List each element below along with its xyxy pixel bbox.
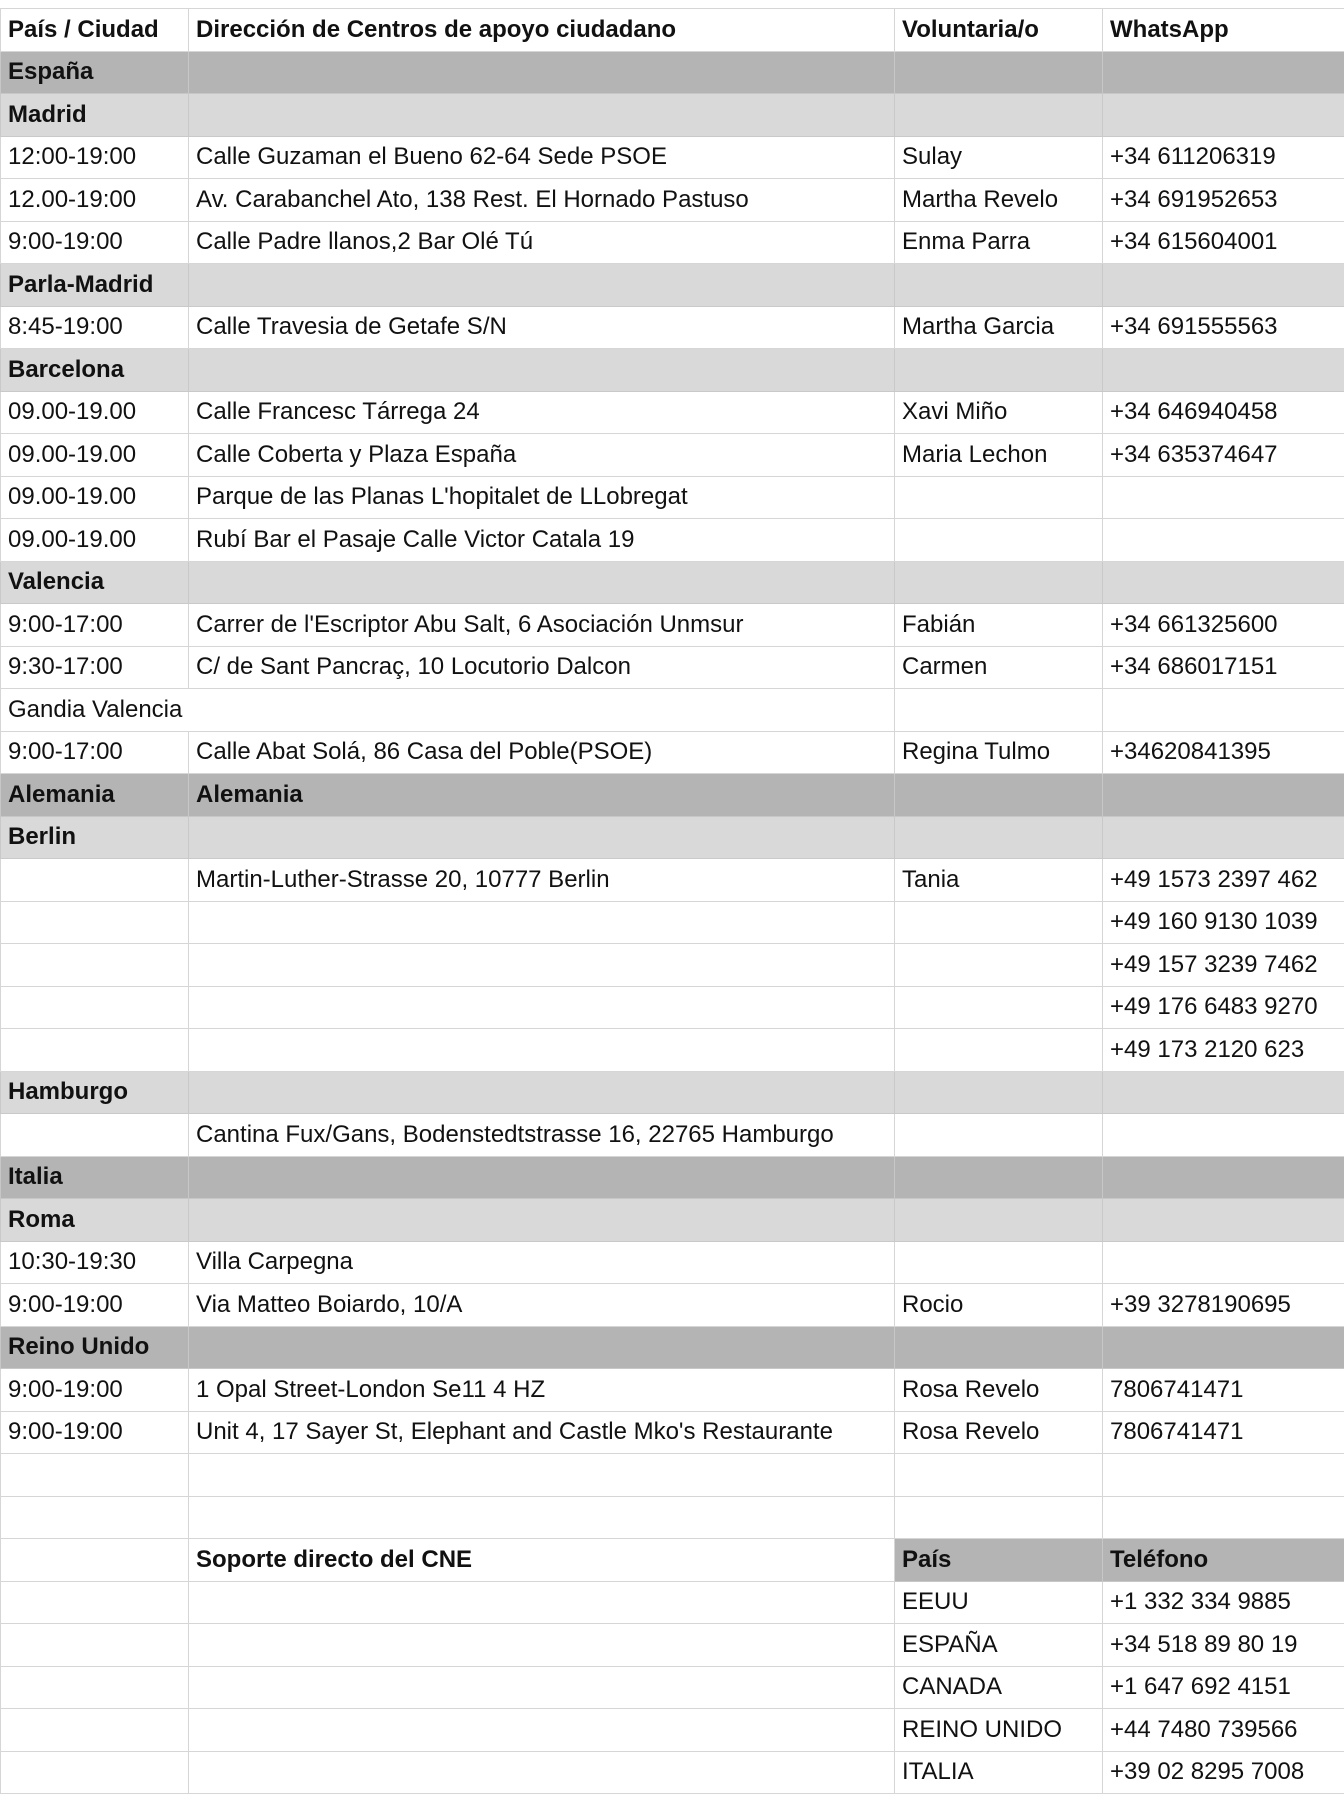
cell-schedule[interactable] <box>1 1029 189 1072</box>
cell-schedule[interactable]: Reino Unido <box>1 1326 189 1369</box>
cell-schedule[interactable]: 9:30-17:00 <box>1 646 189 689</box>
cell-address[interactable]: Calle Travesia de Getafe S/N <box>189 306 895 349</box>
city-row <box>1 816 1344 859</box>
cell-volunteer[interactable]: Maria Lechon <box>895 434 1103 477</box>
cell-address[interactable] <box>189 1454 895 1497</box>
cell-address[interactable] <box>189 1581 895 1624</box>
header-volunteer[interactable]: Voluntaria/o <box>895 9 1103 52</box>
table-row <box>1 179 1344 222</box>
cell-schedule[interactable]: Valencia <box>1 561 189 604</box>
cell-volunteer[interactable] <box>895 519 1103 562</box>
cell-volunteer[interactable] <box>895 94 1103 137</box>
cell-volunteer[interactable]: CANADA <box>895 1666 1103 1709</box>
cell-address[interactable]: Parque de las Planas L'hopitalet de LLobregat <box>189 476 895 519</box>
cell-schedule[interactable]: 9:00-19:00 <box>1 1284 189 1327</box>
table-row <box>1 1241 1344 1284</box>
cell-address[interactable]: C/ de Sant Pancraç, 10 Locutorio Dalcon <box>189 646 895 689</box>
cell-whatsapp[interactable]: +34 615604001 <box>1103 221 1344 264</box>
cell-address[interactable]: Carrer de l'Escriptor Abu Salt, 6 Asociación Unmsur <box>189 604 895 647</box>
cell-address[interactable] <box>189 264 895 307</box>
city-row <box>1 1071 1344 1114</box>
cell-whatsapp[interactable]: +34 646940458 <box>1103 391 1344 434</box>
table-row <box>1 1454 1344 1497</box>
cell-address[interactable] <box>189 1199 895 1242</box>
cell-schedule[interactable]: Parla-Madrid <box>1 264 189 307</box>
cell-whatsapp[interactable] <box>1103 1326 1344 1369</box>
cell-volunteer[interactable] <box>895 51 1103 94</box>
table-row <box>1 306 1344 349</box>
header-whatsapp[interactable]: WhatsApp <box>1103 9 1344 52</box>
cell-schedule[interactable]: Madrid <box>1 94 189 137</box>
cell-volunteer[interactable]: País <box>895 1539 1103 1582</box>
city-row <box>1 1199 1344 1242</box>
cell-volunteer[interactable]: Regina Tulmo <box>895 731 1103 774</box>
cell-address[interactable]: 1 Opal Street-London Se11 4 HZ <box>189 1369 895 1412</box>
cell-volunteer[interactable] <box>895 1029 1103 1072</box>
cell-address[interactable] <box>189 944 895 987</box>
table-row <box>1 391 1344 434</box>
cell-whatsapp[interactable]: +34 686017151 <box>1103 646 1344 689</box>
cell-whatsapp[interactable] <box>1103 1454 1344 1497</box>
cell-schedule[interactable]: 12:00-19:00 <box>1 136 189 179</box>
country-row <box>1 1156 1344 1199</box>
cell-volunteer[interactable]: Enma Parra <box>895 221 1103 264</box>
cell-volunteer[interactable]: Martha Garcia <box>895 306 1103 349</box>
cell-volunteer[interactable] <box>895 1199 1103 1242</box>
cell-whatsapp[interactable]: +34 611206319 <box>1103 136 1344 179</box>
cell-address[interactable]: Cantina Fux/Gans, Bodenstedtstrasse 16, 22765 Hamburgo <box>189 1114 895 1157</box>
table-row <box>1 1751 1344 1794</box>
cell-whatsapp[interactable] <box>1103 519 1344 562</box>
cell-schedule[interactable] <box>1 901 189 944</box>
cell-address[interactable] <box>189 1666 895 1709</box>
cell-schedule[interactable] <box>1 1114 189 1157</box>
cell-whatsapp[interactable]: +49 157 3239 7462 <box>1103 944 1344 987</box>
cell-volunteer[interactable]: Rocio <box>895 1284 1103 1327</box>
cell-address[interactable]: Unit 4, 17 Sayer St, Elephant and Castle Mko's Restaurante <box>189 1411 895 1454</box>
table-row <box>1 859 1344 902</box>
cell-address[interactable]: Calle Guzaman el Bueno 62-64 Sede PSOE <box>189 136 895 179</box>
table-row <box>1 1284 1344 1327</box>
cell-volunteer[interactable] <box>895 264 1103 307</box>
header-address[interactable]: Dirección de Centros de apoyo ciudadano <box>189 9 895 52</box>
cell-whatsapp[interactable] <box>1103 264 1344 307</box>
cell-whatsapp[interactable] <box>1103 1199 1344 1242</box>
cell-schedule[interactable] <box>1 859 189 902</box>
city-row <box>1 349 1344 392</box>
table-row <box>1 1709 1344 1752</box>
cell-volunteer[interactable] <box>895 901 1103 944</box>
cell-address[interactable] <box>189 94 895 137</box>
cell-address[interactable]: Calle Coberta y Plaza España <box>189 434 895 477</box>
cell-volunteer[interactable] <box>895 774 1103 817</box>
cell-schedule[interactable]: España <box>1 51 189 94</box>
cell-whatsapp[interactable]: +49 173 2120 623 <box>1103 1029 1344 1072</box>
cell-whatsapp[interactable]: +44 7480 739566 <box>1103 1709 1344 1752</box>
cell-whatsapp[interactable] <box>1103 1496 1344 1539</box>
cell-volunteer[interactable] <box>895 1114 1103 1157</box>
cell-volunteer[interactable] <box>895 816 1103 859</box>
cell-volunteer[interactable]: Xavi Miño <box>895 391 1103 434</box>
table-row <box>1 731 1344 774</box>
cell-volunteer[interactable] <box>895 944 1103 987</box>
cell-address[interactable]: Calle Francesc Tárrega 24 <box>189 391 895 434</box>
cell-whatsapp[interactable]: +34620841395 <box>1103 731 1344 774</box>
cell-schedule[interactable]: 9:00-19:00 <box>1 1411 189 1454</box>
cell-schedule[interactable] <box>1 1454 189 1497</box>
cell-schedule[interactable] <box>1 1666 189 1709</box>
table-row <box>1 901 1344 944</box>
cell-address[interactable] <box>189 901 895 944</box>
cell-whatsapp[interactable]: +1 647 692 4151 <box>1103 1666 1344 1709</box>
cell-volunteer[interactable] <box>895 689 1103 732</box>
header-row <box>1 9 1344 52</box>
cell-address[interactable] <box>189 1751 895 1794</box>
table-row <box>1 1496 1344 1539</box>
cell-volunteer[interactable] <box>895 349 1103 392</box>
cell-address[interactable]: Soporte directo del CNE <box>189 1539 895 1582</box>
table-row <box>1 1369 1344 1412</box>
cell-whatsapp[interactable]: +34 518 89 80 19 <box>1103 1624 1344 1667</box>
cell-whatsapp[interactable] <box>1103 561 1344 604</box>
cell-address[interactable]: Av. Carabanchel Ato, 138 Rest. El Hornado Pastuso <box>189 179 895 222</box>
cell-whatsapp[interactable] <box>1103 1156 1344 1199</box>
cell-address[interactable]: Alemania <box>189 774 895 817</box>
cell-address[interactable] <box>189 816 895 859</box>
cell-schedule[interactable]: 10:30-19:30 <box>1 1241 189 1284</box>
table-row <box>1 604 1344 647</box>
cell-whatsapp[interactable] <box>1103 689 1344 732</box>
cell-schedule[interactable]: 9:00-17:00 <box>1 731 189 774</box>
cell-whatsapp[interactable]: +34 661325600 <box>1103 604 1344 647</box>
table-row <box>1 986 1344 1029</box>
cell-schedule[interactable] <box>1 1751 189 1794</box>
cell-schedule[interactable]: Alemania <box>1 774 189 817</box>
centers-table <box>0 8 1344 1794</box>
support-header-row <box>1 1539 1344 1582</box>
cell-volunteer[interactable]: Rosa Revelo <box>895 1369 1103 1412</box>
cell-schedule[interactable]: Berlin <box>1 816 189 859</box>
country-row <box>1 774 1344 817</box>
cell-volunteer[interactable]: Carmen <box>895 646 1103 689</box>
table-row <box>1 221 1344 264</box>
cell-address[interactable] <box>189 986 895 1029</box>
table-row <box>1 476 1344 519</box>
cell-volunteer[interactable]: EEUU <box>895 1581 1103 1624</box>
city-row <box>1 94 1344 137</box>
cell-address[interactable]: Martin-Luther-Strasse 20, 10777 Berlin <box>189 859 895 902</box>
cell-volunteer[interactable] <box>895 1496 1103 1539</box>
cell-whatsapp[interactable] <box>1103 774 1344 817</box>
cell-schedule[interactable]: 9:00-19:00 <box>1 221 189 264</box>
cell-schedule[interactable]: Italia <box>1 1156 189 1199</box>
table-row <box>1 646 1344 689</box>
cell-address[interactable] <box>189 349 895 392</box>
cell-address[interactable] <box>189 51 895 94</box>
cell-address[interactable]: Calle Padre llanos,2 Bar Olé Tú <box>189 221 895 264</box>
cell-volunteer[interactable]: Fabián <box>895 604 1103 647</box>
cell-address[interactable] <box>189 1709 895 1752</box>
cell-volunteer[interactable]: ESPAÑA <box>895 1624 1103 1667</box>
cell-address[interactable] <box>189 1496 895 1539</box>
cell-volunteer[interactable] <box>895 1071 1103 1114</box>
cell-whatsapp[interactable] <box>1103 1241 1344 1284</box>
cell-address[interactable] <box>189 1071 895 1114</box>
cell-schedule[interactable] <box>1 986 189 1029</box>
cell-volunteer[interactable] <box>895 986 1103 1029</box>
cell-schedule[interactable]: 09.00-19.00 <box>1 476 189 519</box>
cell-address[interactable]: Villa Carpegna <box>189 1241 895 1284</box>
cell-schedule[interactable]: Roma <box>1 1199 189 1242</box>
cell-schedule[interactable]: Barcelona <box>1 349 189 392</box>
cell-whatsapp[interactable]: +34 691555563 <box>1103 306 1344 349</box>
cell-schedule[interactable]: 09.00-19.00 <box>1 434 189 477</box>
cell-whatsapp[interactable]: Teléfono <box>1103 1539 1344 1582</box>
cell-address[interactable]: Via Matteo Boiardo, 10/A <box>189 1284 895 1327</box>
cell-schedule[interactable]: 9:00-19:00 <box>1 1369 189 1412</box>
country-row <box>1 1326 1344 1369</box>
cell-schedule[interactable] <box>1 1539 189 1582</box>
cell-whatsapp[interactable] <box>1103 94 1344 137</box>
cell-whatsapp[interactable]: +49 160 9130 1039 <box>1103 901 1344 944</box>
cell-volunteer[interactable] <box>895 1326 1103 1369</box>
cell-schedule[interactable]: 8:45-19:00 <box>1 306 189 349</box>
cell-whatsapp[interactable]: +49 1573 2397 462 <box>1103 859 1344 902</box>
table-row <box>1 1411 1344 1454</box>
header-city[interactable]: País / Ciudad <box>1 9 189 52</box>
cell-address[interactable]: Calle Abat Solá, 86 Casa del Poble(PSOE) <box>189 731 895 774</box>
table-row <box>1 1581 1344 1624</box>
cell-schedule[interactable] <box>1 944 189 987</box>
cell-whatsapp[interactable]: +34 691952653 <box>1103 179 1344 222</box>
cell-schedule[interactable]: Gandia Valencia <box>1 689 189 732</box>
cell-volunteer[interactable]: Tania <box>895 859 1103 902</box>
cell-whatsapp[interactable] <box>1103 1071 1344 1114</box>
cell-schedule[interactable]: 9:00-17:00 <box>1 604 189 647</box>
cell-schedule[interactable]: Hamburgo <box>1 1071 189 1114</box>
table-row <box>1 136 1344 179</box>
cell-schedule[interactable]: 09.00-19.00 <box>1 519 189 562</box>
country-row <box>1 51 1344 94</box>
cell-whatsapp[interactable]: 7806741471 <box>1103 1369 1344 1412</box>
cell-address[interactable] <box>189 1624 895 1667</box>
cell-volunteer[interactable] <box>895 561 1103 604</box>
table-row <box>1 1029 1344 1072</box>
cell-volunteer[interactable]: Rosa Revelo <box>895 1411 1103 1454</box>
cell-whatsapp[interactable]: +49 176 6483 9270 <box>1103 986 1344 1029</box>
city-row <box>1 561 1344 604</box>
cell-address[interactable]: Rubí Bar el Pasaje Calle Victor Catala 19 <box>189 519 895 562</box>
cell-address[interactable] <box>189 689 895 732</box>
cell-schedule[interactable] <box>1 1709 189 1752</box>
table-row <box>1 1114 1344 1157</box>
cell-whatsapp[interactable] <box>1103 349 1344 392</box>
cell-whatsapp[interactable]: +1 332 334 9885 <box>1103 1581 1344 1624</box>
cell-schedule[interactable] <box>1 1624 189 1667</box>
cell-schedule[interactable] <box>1 1496 189 1539</box>
cell-schedule[interactable] <box>1 1581 189 1624</box>
cell-whatsapp[interactable] <box>1103 476 1344 519</box>
cell-volunteer[interactable]: REINO UNIDO <box>895 1709 1103 1752</box>
cell-address[interactable] <box>189 1029 895 1072</box>
cell-schedule[interactable]: 09.00-19.00 <box>1 391 189 434</box>
city-row <box>1 264 1344 307</box>
cell-volunteer[interactable]: Sulay <box>895 136 1103 179</box>
table-row <box>1 944 1344 987</box>
table-row <box>1 434 1344 477</box>
cell-volunteer[interactable] <box>895 1454 1103 1497</box>
city-row <box>1 689 1344 732</box>
cell-whatsapp[interactable] <box>1103 1114 1344 1157</box>
cell-whatsapp[interactable]: +34 635374647 <box>1103 434 1344 477</box>
cell-volunteer[interactable] <box>895 1241 1103 1284</box>
cell-address[interactable] <box>189 1156 895 1199</box>
cell-volunteer[interactable]: ITALIA <box>895 1751 1103 1794</box>
cell-whatsapp[interactable]: +39 02 8295 7008 <box>1103 1751 1344 1794</box>
cell-address[interactable] <box>189 561 895 604</box>
table-row <box>1 1666 1344 1709</box>
cell-whatsapp[interactable] <box>1103 816 1344 859</box>
cell-whatsapp[interactable]: 7806741471 <box>1103 1411 1344 1454</box>
cell-volunteer[interactable] <box>895 476 1103 519</box>
cell-schedule[interactable]: 12.00-19:00 <box>1 179 189 222</box>
cell-whatsapp[interactable] <box>1103 51 1344 94</box>
table-row <box>1 1624 1344 1667</box>
cell-volunteer[interactable]: Martha Revelo <box>895 179 1103 222</box>
cell-volunteer[interactable] <box>895 1156 1103 1199</box>
cell-address[interactable] <box>189 1326 895 1369</box>
table-row <box>1 519 1344 562</box>
cell-whatsapp[interactable]: +39 3278190695 <box>1103 1284 1344 1327</box>
